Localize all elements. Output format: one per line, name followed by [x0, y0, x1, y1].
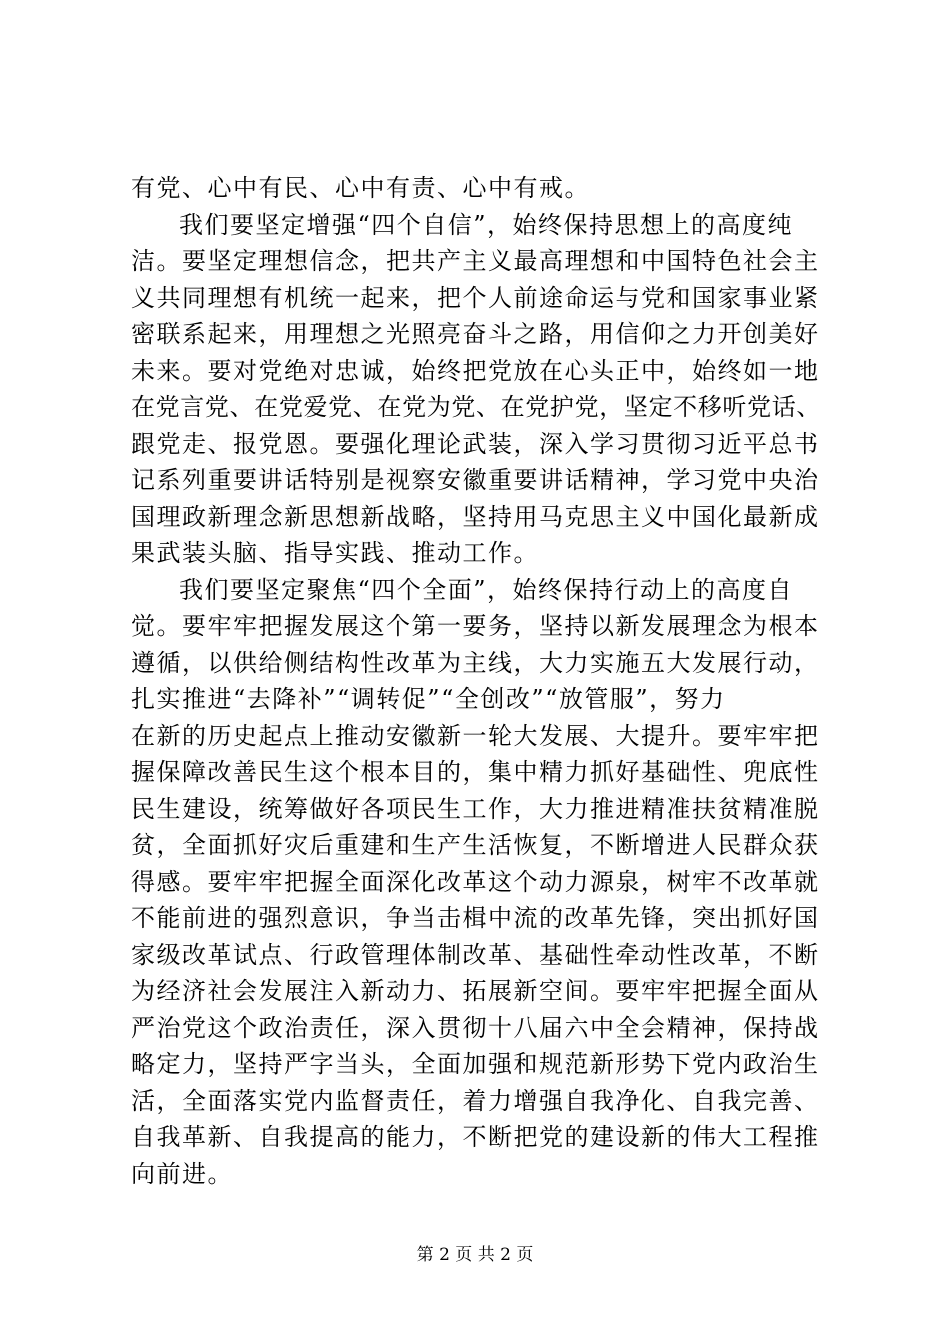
text-line: 为经济社会发展注入新动力、拓展新空间。要牢牢把握全面从: [131, 977, 820, 1005]
text-line: 扎实推进“去降补”“调转促”“全创改”“放管服”，努力: [131, 685, 726, 713]
text-line: 握保障改善民生这个根本目的，集中精力抓好基础性、兜底性: [131, 758, 820, 786]
text-line: 有党、心中有民、心中有责、心中有戒。: [131, 174, 590, 202]
text-line: 民生建设，统筹做好各项民生工作，大力推进精准扶贫精准脱: [131, 794, 820, 823]
text-line: 不能前进的强烈意识，争当击楫中流的改革先锋，突出抓好国: [131, 904, 820, 932]
body-text: [131, 170, 821, 1192]
text-line: 向前进。: [131, 1159, 233, 1188]
page-footer: 第 2 页 共 2 页: [416, 1245, 534, 1265]
text-line: 略定力，坚持严字当头，全面加强和规范新形势下党内政治生: [131, 1050, 820, 1078]
text-line: 在新的历史起点上推动安徽新一轮大发展、大提升。要牢牢把: [131, 721, 820, 750]
text-line: 果武装头脑、指导实践、推动工作。: [131, 539, 539, 567]
text-line: 记系列重要讲话特别是视察安徽重要讲话精神，学习党中央治: [131, 466, 820, 494]
text-line: 国理政新理念新思想新战略，坚持用马克思主义中国化最新成: [131, 502, 820, 531]
text-line: 得感。要牢牢把握全面深化改革这个动力源泉，树牢不改革就: [131, 867, 820, 896]
text-line: 严治党这个政治责任，深入贯彻十八届六中全会精神，保持战: [131, 1013, 820, 1042]
text-line: 我们要坚定聚焦“四个全面”，始终保持行动上的高度自: [179, 575, 794, 604]
text-line: 贫，全面抓好灾后重建和生产生活恢复，不断增进人民群众获: [131, 831, 820, 859]
text-line: 未来。要对党绝对忠诚，始终把党放在心头正中，始终如一地: [131, 356, 820, 385]
text-line: 家级改革试点、行政管理体制改革、基础性牵动性改革，不断: [131, 940, 820, 969]
text-line: 密联系起来，用理想之光照亮奋斗之路，用信仰之力开创美好: [131, 320, 820, 348]
text-line: 义共同理想有机统一起来，把个人前途命运与党和国家事业紧: [131, 283, 820, 312]
text-line: 洁。要坚定理想信念，把共产主义最高理想和中国特色社会主: [131, 247, 820, 275]
text-line: 觉。要牢牢把握发展这个第一要务，坚持以新发展理念为根本: [131, 612, 820, 640]
text-line: 我们要坚定增强“四个自信”，始终保持思想上的高度纯: [179, 210, 794, 239]
text-line: 自我革新、自我提高的能力，不断把党的建设新的伟大工程推: [131, 1123, 820, 1151]
text-line: 遵循，以供给侧结构性改革为主线，大力实施五大发展行动，: [131, 648, 820, 677]
text-line: 跟党走、报党恩。要强化理论武装，深入学习贯彻习近平总书: [131, 429, 820, 458]
text-line: 在党言党、在党爱党、在党为党、在党护党，坚定不移听党话、: [131, 393, 821, 421]
text-line: 活，全面落实党内监督责任，着力增强自我净化、自我完善、: [131, 1086, 820, 1115]
